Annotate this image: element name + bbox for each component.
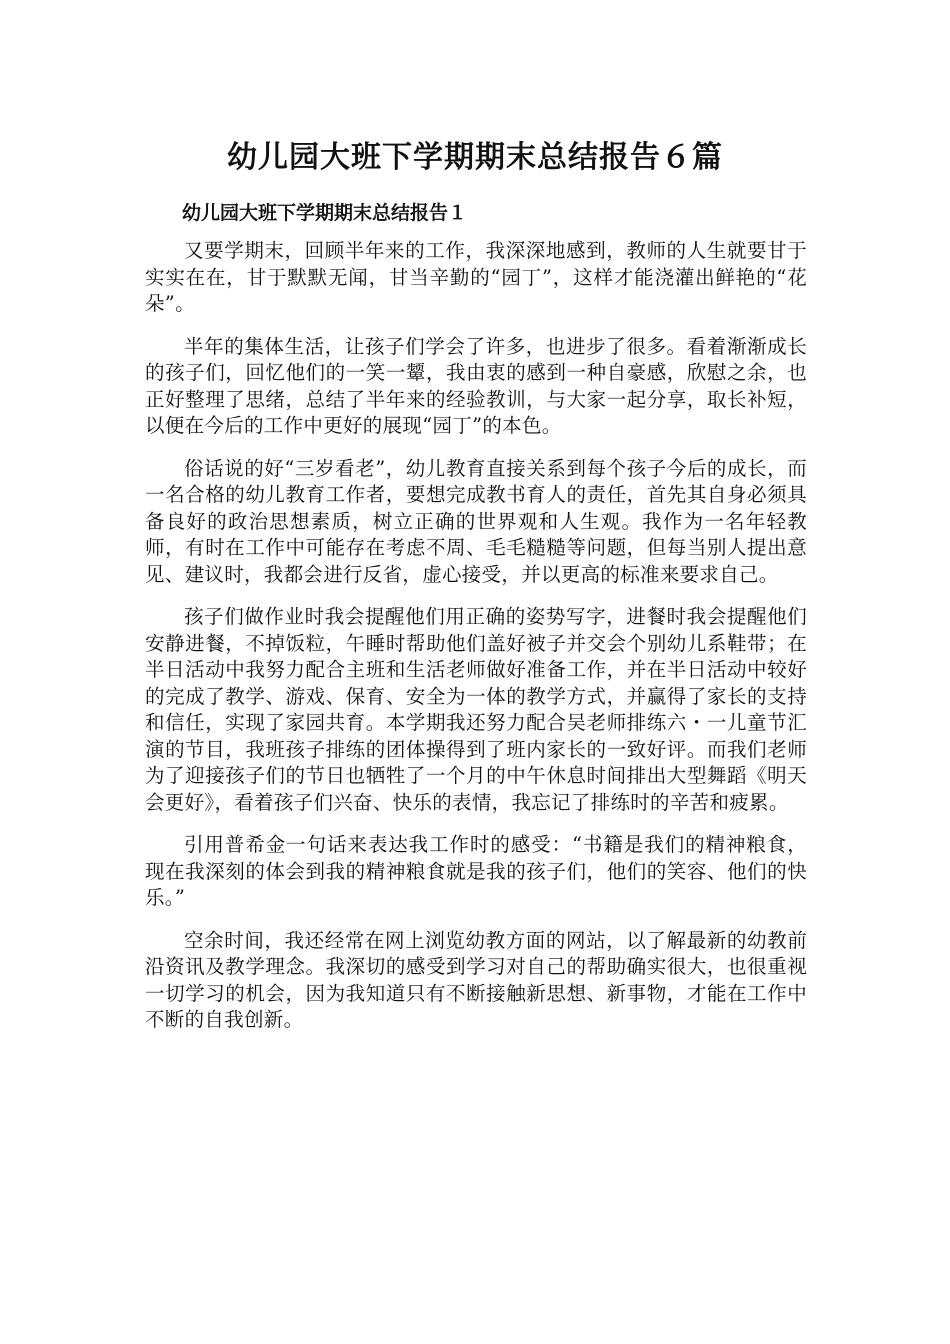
paragraph-5: 引用普希金一句话来表达我工作时的感受：“书籍是我们的精神粮食，现在我深刻的体会到我的精神粮食就是我的孩子们，他们的笑容、他们的快乐。”: [145, 833, 807, 909]
paragraph-6: 空余时间，我还经常在网上浏览幼教方面的网站，以了解最新的幼教前沿资讯及教学理念。我深切的感受到学习对自己的帮助确实很大，也很重视一切学习的机会，因为我知道只有不断接触新思想、新事物，才能在工作中不断的自我创新。: [145, 928, 807, 1031]
paragraph-2: 半年的集体生活，让孩子们学会了许多，也进步了很多。看着渐渐成长的孩子们，回忆他们的一笑一颦，我由衷的感到一种自豪感，欣慰之余，也正好整理了思绪，总结了半年来的经验教训，与大家一起分享，取长补短，以便在今后的工作中更好的展现“园丁”的本色。: [145, 334, 807, 437]
document-title: 幼儿园大班下学期期末总结报告６篇: [227, 140, 723, 175]
document-body: [145, 238, 807, 1050]
paragraph-4: 孩子们做作业时我会提醒他们用正确的姿势写字，进餐时我会提醒他们安静进餐，不掉饭粒，午睡时帮助他们盖好被子并交会个别幼儿系鞋带；在半日活动中我努力配合主班和生活老师做好准备工作，并在半日活动中较好的完成了教学、游戏、保育、安全为一体的教学方式，并赢得了家长的支持和信任，实现了家园共育。本学期我还努力配合吴老师排练六・一儿童节汇演的节目，我班孩子排练的团体操得到了班内家长的一致好评。而我们老师为了迎接孩子们的节日也牺牲了一个月的中午休息时间排出大型舞蹈《明天会更好》，看着孩子们兴奋、快乐的表情，我忘记了排练时的辛苦和疲累。: [145, 605, 807, 814]
paragraph-1: 又要学期末，回顾半年来的工作，我深深地感到，教师的人生就要甘于实实在在，甘于默默无闻，甘当辛勤的“园丁”，这样才能浇灌出鲜艳的“花朵”。: [145, 239, 807, 315]
paragraph-3: 俗话说的好“三岁看老”，幼儿教育直接关系到每个孩子今后的成长，而一名合格的幼儿教育工作者，要想完成教书育人的责任，首先其自身必须具备良好的政治思想素质，树立正确的世界观和人生观。我作为一名年轻教师，有时在工作中可能存在考虑不周、毛毛糙糙等问题，但每当别人提出意见、建议时，我都会进行反省，虚心接受，并以更高的标准来要求自己。: [145, 456, 807, 586]
section-title: 幼儿园大班下学期期末总结报告１: [182, 202, 468, 224]
